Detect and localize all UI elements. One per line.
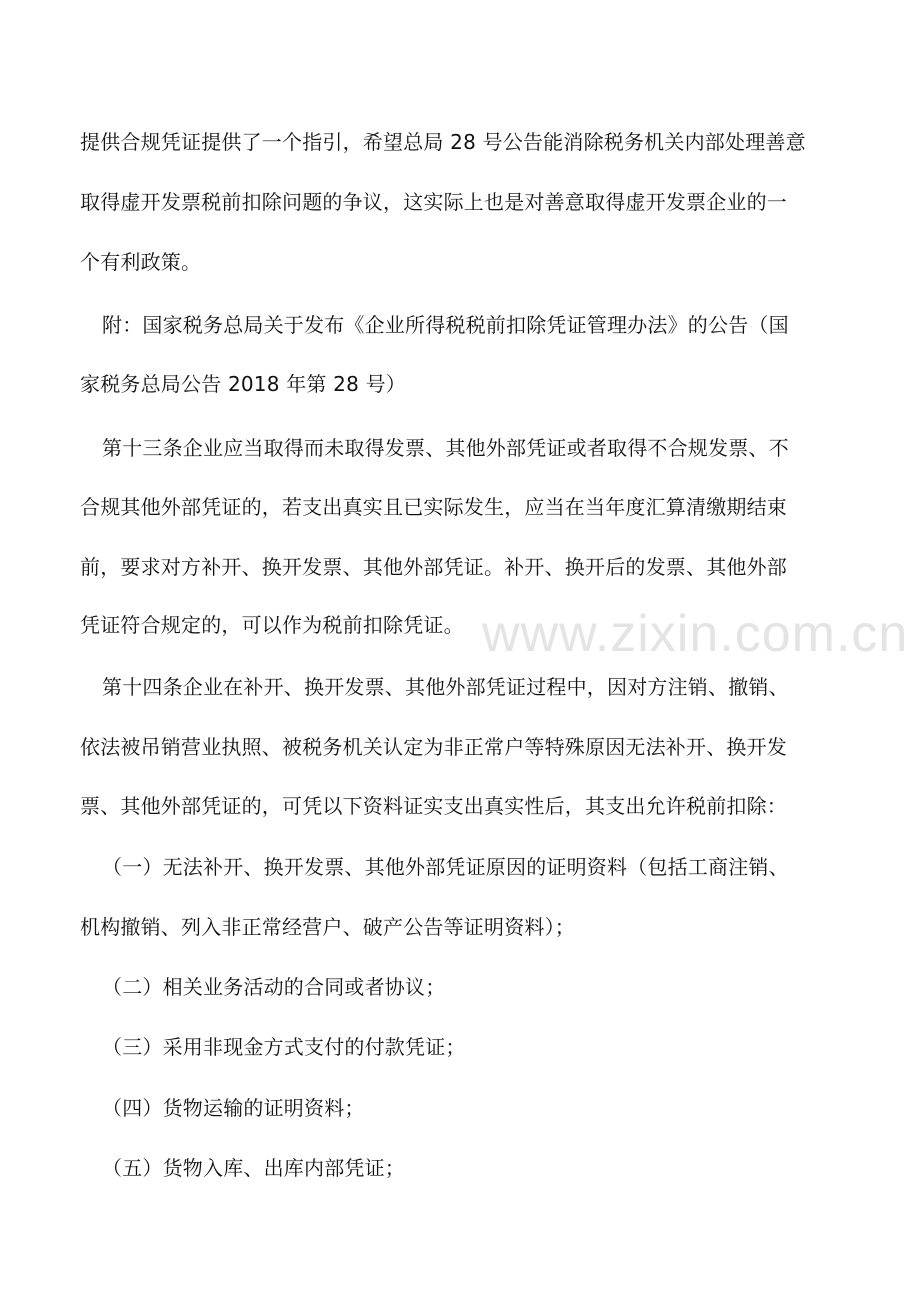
text-line: 票、其他外部凭证的，可凭以下资料证实支出真实性后，其支出允许税前扣除： (80, 794, 787, 818)
text-line: 家税务总局公告 2018 年第 28 号） (80, 372, 406, 396)
watermark: www.zixin.com.cn (482, 605, 909, 663)
text-line: 提供合规凭证提供了一个指引，希望总局 28 号公告能消除税务机关内部处理善意 (80, 130, 806, 154)
text-line: 凭证符合规定的，可以作为税前扣除凭证。 (80, 613, 464, 637)
text-line: （三）采用非现金方式支付的付款凭证； (102, 1035, 466, 1059)
text-line: 个有利政策。 (80, 250, 202, 274)
text-line: （五）货物入库、出库内部凭证； (102, 1156, 405, 1180)
text-line: 取得虚开发票税前扣除问题的争议，这实际上也是对善意取得虚开发票企业的一 (80, 190, 787, 214)
text-line: （四）货物运输的证明资料； (102, 1096, 365, 1120)
text-line: 依法被吊销营业执照、被税务机关认定为非正常户等特殊原因无法补开、换开发 (80, 735, 787, 759)
text-line: （一）无法补开、换开发票、其他外部凭证原因的证明资料（包括工商注销、 (102, 855, 789, 879)
text-line: 第十三条企业应当取得而未取得发票、其他外部凭证或者取得不合规发票、不 (102, 436, 789, 460)
text-line: 机构撤销、列入非正常经营户、破产公告等证明资料）； (80, 915, 575, 939)
text-line: 合规其他外部凭证的，若支出真实且已实际发生，应当在当年度汇算清缴期结束 (80, 495, 787, 519)
text-line: 附：国家税务总局关于发布《企业所得税税前扣除凭证管理办法》的公告（国 (102, 313, 789, 337)
text-line: （二）相关业务活动的合同或者协议； (102, 975, 446, 999)
text-line: 第十四条企业在补开、换开发票、其他外部凭证过程中，因对方注销、撤销、 (102, 675, 789, 699)
text-line: 前，要求对方补开、换开发票、其他外部凭证。补开、换开后的发票、其他外部 (80, 555, 787, 579)
